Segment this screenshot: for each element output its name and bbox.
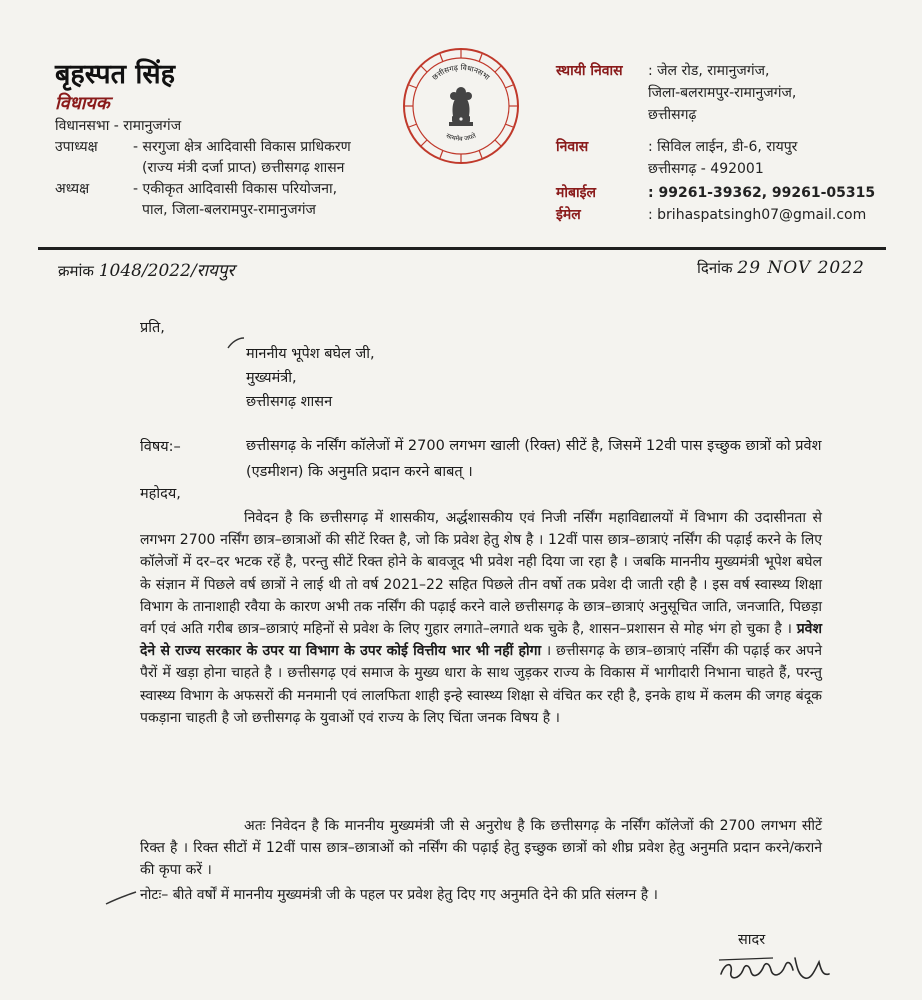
- letterhead-divider: [38, 247, 886, 250]
- svg-text:सत्यमेव जयते: सत्यमेव जयते: [444, 131, 478, 143]
- note: नोटः– बीते वर्षों में माननीय मुख्यमंत्री जी के पहल पर प्रवेश हेतु दिए गए अनुमति देने की प्रति संलग्न है ।: [140, 887, 658, 903]
- svg-text:छत्तीसगढ़ विधानसभा: छत्तीसगढ़ विधानसभा: [430, 62, 492, 82]
- salutation-to: प्रति,: [140, 320, 165, 336]
- letter-date: दिनांक 29 NOV 2022: [697, 258, 865, 278]
- sender-name: बृहस्पत सिंह: [55, 59, 175, 90]
- letterhead-left: बृहस्पत सिंह विधायक विधानसभा - रामानुजगंज उपाध्यक्ष - सरगुजा क्षेत्र आदिवासी विकास प्राधिकरण (राज्य मंत्री दर्जा प्राप्त) छत्तीसगढ़ शासन अध्यक्ष - एकीकृत आदिवासी विकास परियोजना, पाल, जिला-बलरामपुर-रामानुजगंज: [55, 58, 415, 221]
- email-address: ईमेल : brihaspatsingh07@gmail.com: [556, 207, 867, 223]
- residence-address: निवास : सिविल लाईन, डी-6, रायपुर: [556, 139, 798, 155]
- subject-text: छत्तीसगढ़ के नर्सिंग कॉलेजों में 2700 लगभग खाली (रिक्त) सीटें है, जिसमें 12वी पास इच्छुक छात्रों को प्रवेश (एडमीशन) कि अनुमति प्रदान करने बाबत् ।: [246, 438, 822, 480]
- permanent-address: स्थायी निवास : जेल रोड, रामानुजगंज,: [556, 63, 770, 79]
- mobile-number: मोबाईल : 99261-39362, 99261-05315: [556, 185, 876, 201]
- sender-designation: विधायक: [55, 93, 110, 114]
- body-paragraph-2: अतः निवेदन है कि माननीय मुख्यमंत्री जी से अनुरोध है कि छत्तीसगढ़ के नर्सिंग कॉलेजों की 2700 लगभग सीटें रिक्त है । रिक्त सीटों में 12वीं पास छात्र–छात्राओं को नर्सिंग की पढ़ाई हेतु इच्छुक छात्रों को शीघ्र प्रवेश हेतु अनुमति प्रदान करने/कराने की कृपा करें ।: [140, 818, 822, 879]
- handwritten-arrow-icon: [104, 888, 138, 906]
- recipient-address: माननीय भूपेश बघेल जी, मुख्यमंत्री, छत्तीसगढ़ शासन: [246, 346, 375, 410]
- subject-label: विषय:–: [140, 439, 181, 455]
- assembly-seal-icon: [401, 46, 521, 166]
- handwritten-mark-icon: [226, 336, 246, 350]
- reference-number: क्रमांक 1048/2022/रायपुर: [58, 261, 235, 281]
- role-chairman: अध्यक्ष - एकीकृत आदिवासी विकास परियोजना,: [55, 181, 338, 197]
- greeting: महोदय,: [140, 486, 181, 502]
- signature: [715, 950, 835, 990]
- role-vice-chairman: उपाध्यक्ष - सरगुजा क्षेत्र आदिवासी विकास प्राधिकरण: [55, 139, 351, 155]
- letterhead-contacts: स्थायी निवास : जेल रोड, रामानुजगंज, जिला-बलरामपुर-रामानुजगंज, छत्तीसगढ़ निवास : सिविल लाईन, डी-6, रायपुर छत्तीसगढ़ - 492001 मोबाईल : 99261-39362, 99261-05315 ईमेल : brihaspatsingh07@gmail.com: [556, 60, 896, 226]
- body-paragraph-1: निवेदन है कि छत्तीसगढ़ में शासकीय, अर्द्धशासकीय एवं निजी नर्सिंग महाविद्यालयों में विभाग की उदासीनता से लगभग 2700 नर्सिंग छात्र–छात्राओं की सीटें रिक्त है, जो कि प्रवेश हेतु शेष है । 12वीं पास छात्र–छात्राएं नर्सिंग की पढ़ाई करने के लिए कॉलेजों में दर–दर भटक रहें है, परन्तु सीटें रिक्त होने के बावजूद भी प्रवेश नही दिया जा रहा है । जबकि माननीय मुख्यमंत्री भूपेश बघेल के संज्ञान में पिछले वर्ष छात्रों ने लाई थी तो वर्ष 2021–22 सहित पिछले तीन वर्षो तक प्रवेश दी जाती रही है । इस वर्ष स्वास्थ्य शिक्षा विभाग के तानाशाही रवैया के कारण अभी तक नर्सिंग की पढ़ाई करने वाले छत्तीसगढ़ के छात्र–छात्राएं अनुसूचित जाति, जनजाति, पिछड़ा वर्ग एवं अति गरीब छात्र–छात्राएं महिनों से प्रवेश के लिए गुहार लगाते–लगाते थक चुके है, शासन–प्रशासन से मोह भंग हो चुका है । प्रवेश देने से राज्य सरकार के उपर या विभाग के उपर कोई वित्तीय भार भी नहीं होगा । छत्तीसगढ़ के छात्र–छात्राएं नर्सिंग की पढ़ाई कर अपने पैरों में खड़ा होना चाहते है । छत्तीसगढ़ एवं समाज के मुख्य धारा के साथ जुड़कर राज्य के विकास में भागीदारी निभाना चाहते हैं, परन्तु स्वास्थ्य विभाग के अफसरों की मनमानी एवं लालफिता शाही इन्हे स्वास्थ्य शिक्षा से वंचित कर रही है, इनके हाथ में कलम की जगह बंदूक पकड़ाना चाहती है जो छत्तीसगढ़ के युवाओं एवं राज्य के लिए चिंता जनक विषय है ।: [140, 510, 823, 726]
- closing: सादर: [738, 932, 766, 948]
- constituency: विधानसभा - रामानुजगंज: [55, 118, 182, 134]
